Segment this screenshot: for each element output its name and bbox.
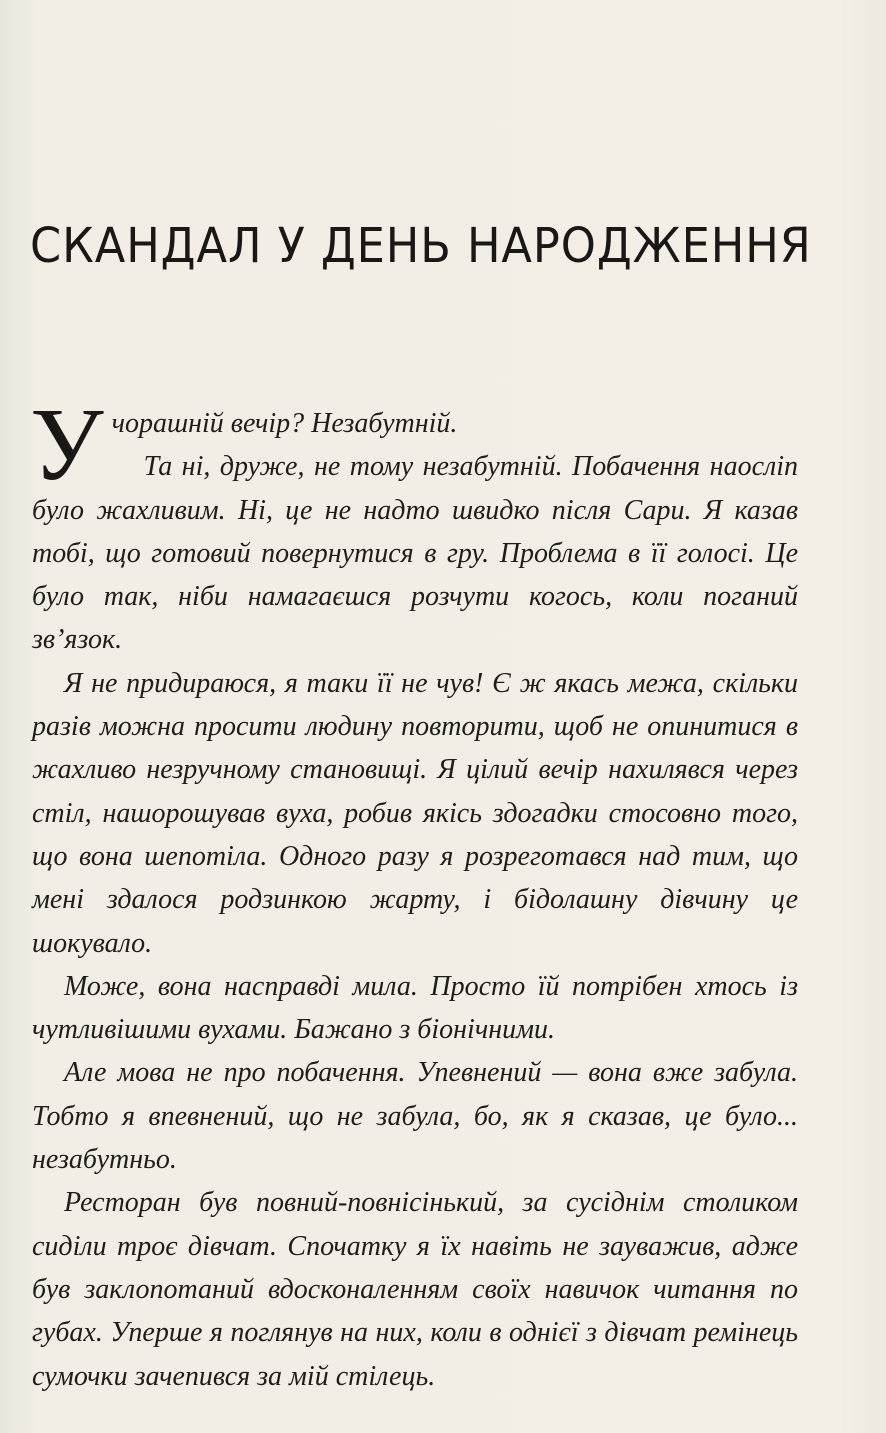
chapter-body	[30, 387, 798, 1398]
paragraph-1	[30, 387, 798, 502]
drop-cap: У	[30, 387, 104, 502]
paragraph-6: Ресторан був повний-повнісінький, за сусіднім столиком сиділи троє дівчат. Спочатку я їх навіть не зауважив, адже був заклопотаний вдосконаленням своїх навичок читання по губах. Уперше я поглянув на них, коли в однієї з дівчат ремінець сумочки зачепився за мій стілець.	[32, 1187, 798, 1392]
paragraph-3: Я не придираюся, я таки її не чув! Є ж якась межа, скільки разів можна просити людину повторити, щоб не опинитися в жахливо незручному становищі. Я цілий вечір нахилявся через стіл, нашорошував вуха, робив якісь здогадки стосовно того, що вона шепотіла. Одного разу я розреготався над тим, що мені здалося родзинкою жарту, і бідолашну дівчину це шокувало.	[32, 667, 798, 959]
paragraph-1-text: чорашній вечір? Незабутній.	[111, 408, 458, 439]
paragraph-2: Та ні, друже, не тому незабутній. Побачення наосліп було жахливим. Ні, це не надто швидко після Сари. Я казав тобі, що готовий повернутися в гру. Проблема в її голосі. Це було так, ніби намагаєшся розчути когось, коли поганий зв’язок.	[32, 451, 798, 656]
chapter-title: СКАНДАЛ У ДЕНЬ НАРОДЖЕННЯ	[30, 218, 812, 274]
paragraph-5: Але мова не про побачення. Упевнений — вона вже забула. Тобто я впевнений, що не забула, бо, як я сказав, це було... незабутньо.	[32, 1057, 798, 1176]
paragraph-4: Може, вона насправді мила. Просто їй потрібен хтось із чутливішими вухами. Бажано з біонічними.	[32, 970, 798, 1046]
